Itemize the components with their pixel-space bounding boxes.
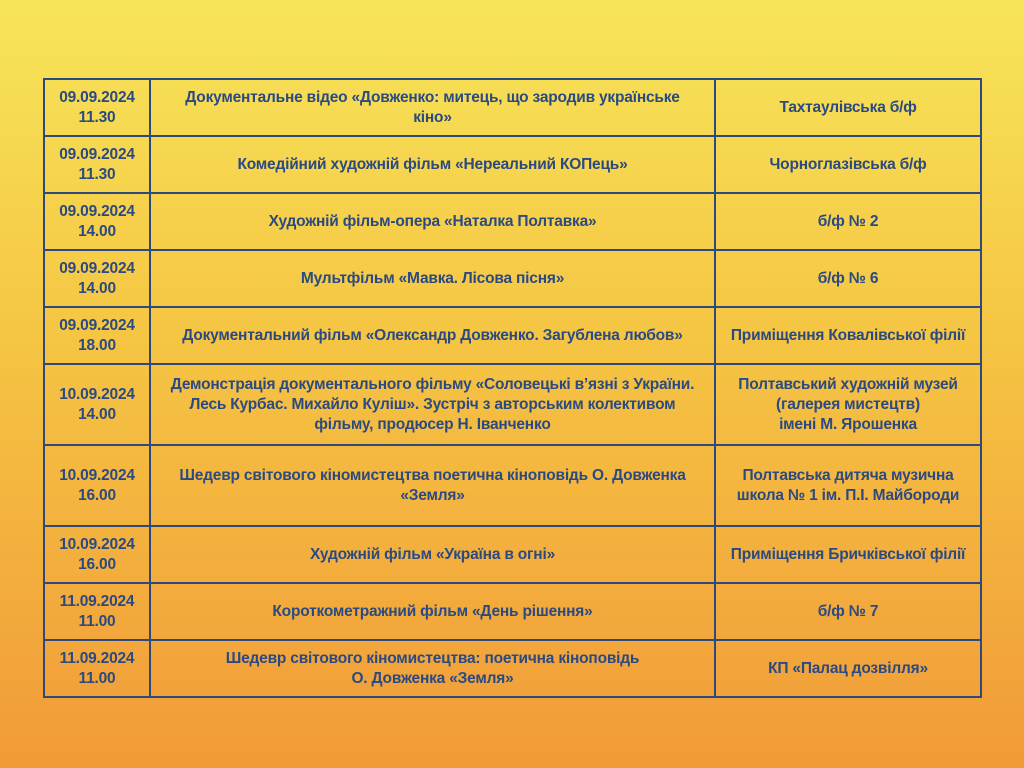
event-venue-line: Приміщення Бричківської філії bbox=[730, 545, 966, 563]
event-datetime bbox=[44, 250, 150, 307]
event-venue-line: школа № 1 ім. П.І. Майбороди bbox=[736, 486, 960, 504]
event-title-line: кіно» bbox=[413, 108, 452, 126]
table-row bbox=[44, 193, 981, 250]
event-title-line: Мультфільм «Мавка. Лісова пісня» bbox=[300, 269, 565, 287]
event-time: 14.00 bbox=[78, 222, 116, 240]
event-time: 16.00 bbox=[78, 486, 116, 504]
event-title bbox=[150, 136, 715, 193]
event-time: 11.30 bbox=[78, 108, 116, 126]
event-title-line: Шедевр світового кіномистецтва поетична кіноповідь О. Довженка bbox=[179, 466, 686, 484]
event-venue-line: Приміщення Ковалівської філії bbox=[730, 326, 966, 344]
event-title-line: Документальне відео «Довженко: митець, що зародив українське bbox=[185, 88, 680, 106]
event-date: 10.09.2024 bbox=[59, 466, 135, 484]
event-title-line: Документальний фільм «Олександр Довженко. Загублена любов» bbox=[182, 326, 683, 344]
event-title-line: Шедевр світового кіномистецтва: поетична кіноповідь bbox=[225, 649, 640, 667]
event-venue-line: (галерея мистецтв) bbox=[776, 395, 920, 413]
table-row bbox=[44, 526, 981, 583]
event-title bbox=[150, 583, 715, 640]
event-venue-line: Тахтаулівська б/ф bbox=[779, 98, 917, 116]
event-datetime bbox=[44, 526, 150, 583]
event-venue bbox=[715, 136, 981, 193]
event-time: 18.00 bbox=[78, 336, 116, 354]
event-venue-line: б/ф № 7 bbox=[817, 602, 879, 620]
event-datetime bbox=[44, 583, 150, 640]
event-venue-line: б/ф № 6 bbox=[817, 269, 879, 287]
event-venue bbox=[715, 526, 981, 583]
event-title-line: фільму, продюсер Н. Іванченко bbox=[314, 415, 551, 433]
event-date: 09.09.2024 bbox=[59, 202, 135, 220]
table-row bbox=[44, 250, 981, 307]
event-time: 11.30 bbox=[78, 165, 116, 183]
event-title bbox=[150, 193, 715, 250]
event-date: 10.09.2024 bbox=[59, 385, 135, 403]
table-row bbox=[44, 583, 981, 640]
event-venue bbox=[715, 640, 981, 697]
event-time: 11.00 bbox=[78, 612, 116, 630]
event-date: 09.09.2024 bbox=[59, 88, 135, 106]
event-venue bbox=[715, 250, 981, 307]
table-row bbox=[44, 307, 981, 364]
event-date: 11.09.2024 bbox=[59, 592, 135, 610]
event-title bbox=[150, 526, 715, 583]
event-date: 11.09.2024 bbox=[59, 649, 135, 667]
event-title-line: Художній фільм-опера «Наталка Полтавка» bbox=[268, 212, 597, 230]
event-venue bbox=[715, 307, 981, 364]
table-row bbox=[44, 79, 981, 136]
event-title bbox=[150, 640, 715, 697]
event-title-line: Комедійний художній фільм «Нереальний КОПець» bbox=[237, 155, 628, 173]
event-date: 09.09.2024 bbox=[59, 259, 135, 277]
event-datetime bbox=[44, 307, 150, 364]
table-row bbox=[44, 136, 981, 193]
event-time: 11.00 bbox=[78, 669, 116, 687]
event-time: 14.00 bbox=[78, 405, 116, 423]
table-row bbox=[44, 640, 981, 697]
event-time: 16.00 bbox=[78, 555, 116, 573]
event-datetime bbox=[44, 193, 150, 250]
schedule-container bbox=[43, 78, 980, 698]
event-datetime bbox=[44, 136, 150, 193]
event-venue-line: Полтавський художній музей bbox=[738, 375, 958, 393]
table-row bbox=[44, 445, 981, 526]
event-venue-line: б/ф № 2 bbox=[817, 212, 879, 230]
event-date: 09.09.2024 bbox=[59, 145, 135, 163]
table-row bbox=[44, 364, 981, 445]
event-datetime bbox=[44, 364, 150, 445]
event-datetime bbox=[44, 640, 150, 697]
event-venue bbox=[715, 364, 981, 445]
event-venue-line: Чорноглазівська б/ф bbox=[769, 155, 927, 173]
event-date: 10.09.2024 bbox=[59, 535, 135, 553]
event-title-line: Художній фільм «Україна в огні» bbox=[310, 545, 555, 563]
event-venue-line: КП «Палац дозвілля» bbox=[768, 659, 928, 677]
event-title bbox=[150, 307, 715, 364]
event-title-line: Короткометражний фільм «День рішення» bbox=[272, 602, 593, 620]
event-venue bbox=[715, 583, 981, 640]
event-title-line: Лесь Курбас. Михайло Куліш». Зустріч з авторським колективом bbox=[189, 395, 676, 413]
schedule-table bbox=[43, 78, 982, 698]
event-datetime bbox=[44, 445, 150, 526]
event-venue bbox=[715, 445, 981, 526]
event-title bbox=[150, 445, 715, 526]
event-venue-line: Полтавська дитяча музична bbox=[742, 466, 954, 484]
event-venue bbox=[715, 79, 981, 136]
event-venue-line: імені М. Ярошенка bbox=[779, 415, 917, 433]
event-datetime bbox=[44, 79, 150, 136]
event-time: 14.00 bbox=[78, 279, 116, 297]
event-date: 09.09.2024 bbox=[59, 316, 135, 334]
event-title bbox=[150, 364, 715, 445]
event-title-line: О. Довженка «Земля» bbox=[351, 669, 514, 687]
event-title-line: «Земля» bbox=[400, 486, 465, 504]
event-title bbox=[150, 79, 715, 136]
event-venue bbox=[715, 193, 981, 250]
event-title-line: Демонстрація документального фільму «Соловецькі в’язні з України. bbox=[170, 375, 695, 393]
event-title bbox=[150, 250, 715, 307]
